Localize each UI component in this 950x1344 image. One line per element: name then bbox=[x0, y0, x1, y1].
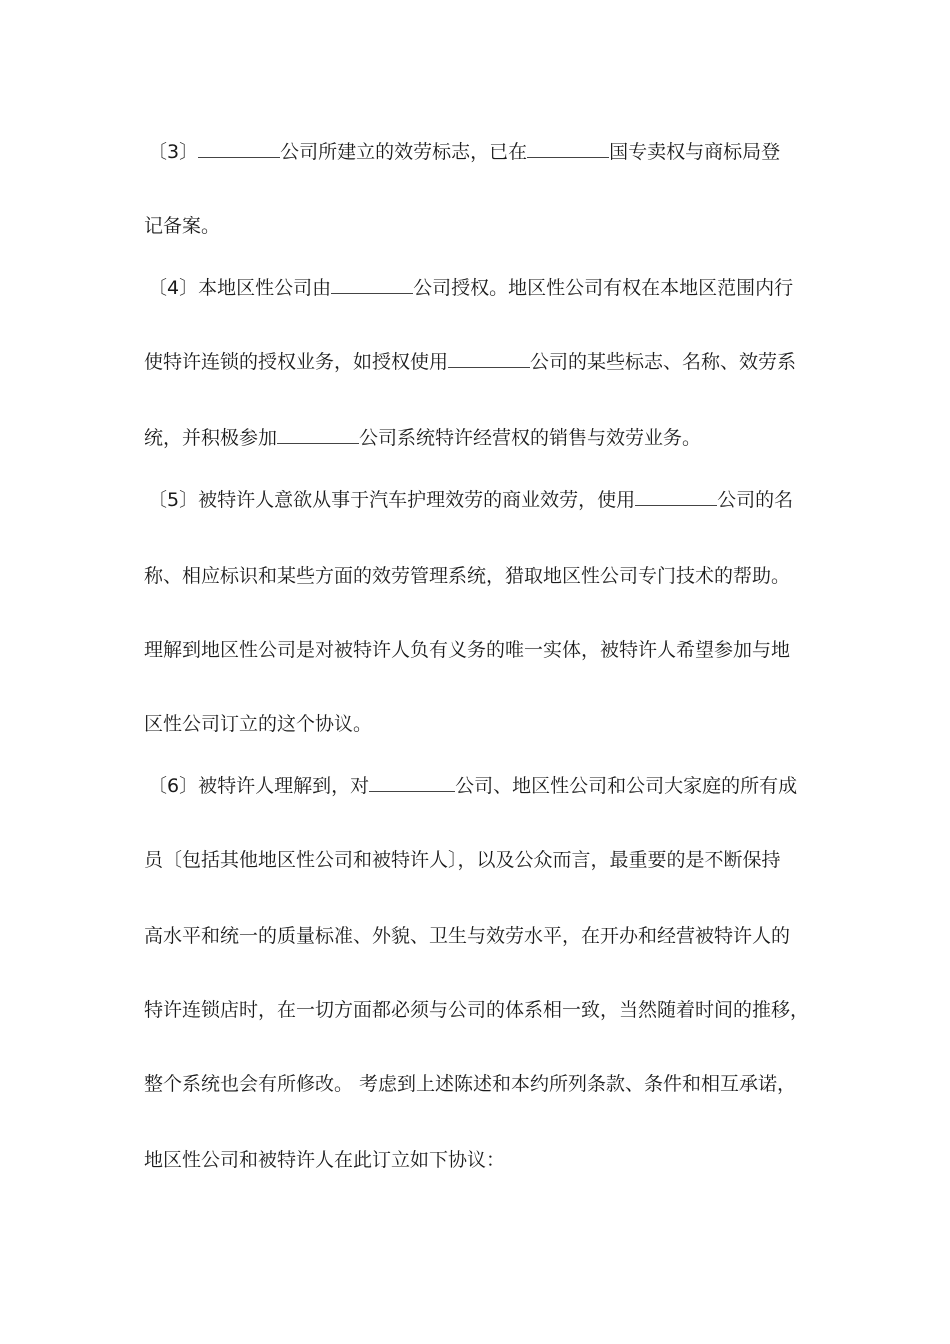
paragraph-5-line-3: 理解到地区性公司是对被特许人负有义务的唯一实体，被特许人希望参加与地 bbox=[144, 639, 791, 661]
clause-text: 公司的名 bbox=[717, 489, 794, 511]
paragraph-6-line-5: 整个系统也会有所修改。 考虑到上述陈述和本约所列条款、条件和相互承诺， bbox=[144, 1073, 797, 1095]
clause-text: 使特许连锁的授权业务，如授权使用 bbox=[144, 351, 449, 373]
fill-in-blank[interactable] bbox=[527, 139, 609, 158]
paragraph-3-line-1 bbox=[148, 138, 780, 166]
paragraph-3-line-2: 记备案。 bbox=[144, 215, 221, 237]
clause-text: 公司所建立的效劳标志，已在 bbox=[280, 141, 528, 163]
paragraph-5-line-4: 区性公司订立的这个协议。 bbox=[144, 713, 373, 735]
paragraph-5-line-2: 称、相应标识和某些方面的效劳管理系统，猎取地区性公司专门技术的帮助。 bbox=[144, 565, 791, 587]
paragraph-6-line-1 bbox=[148, 772, 797, 800]
fill-in-blank[interactable] bbox=[448, 349, 530, 368]
paragraph-4-line-1 bbox=[148, 274, 793, 302]
clause-text: 公司授权。地区性公司有权在本地区范围内行 bbox=[413, 277, 794, 299]
fill-in-blank[interactable] bbox=[277, 425, 359, 444]
fill-in-blank[interactable] bbox=[369, 773, 455, 792]
fill-in-blank[interactable] bbox=[635, 487, 717, 506]
clause-text: 〔4〕本地区性公司由 bbox=[148, 277, 332, 299]
clause-text: 公司的某些标志、名称、效劳系 bbox=[530, 351, 797, 373]
fill-in-blank[interactable] bbox=[331, 275, 413, 294]
paragraph-6-line-2: 员〔包括其他地区性公司和被特许人〕，以及公众而言，最重要的是不断保持 bbox=[144, 849, 781, 871]
paragraph-6-line-3: 高水平和统一的质量标准、外貌、卫生与效劳水平，在开办和经营被特许人的 bbox=[144, 925, 791, 947]
paragraph-6-line-4: 特许连锁店时，在一切方面都必须与公司的体系相一致，当然随着时间的推移， bbox=[144, 999, 810, 1021]
paragraph-4-line-3 bbox=[144, 424, 701, 452]
paragraph-6-line-6: 地区性公司和被特许人在此订立如下协议： bbox=[144, 1149, 506, 1171]
clause-text: 〔5〕被特许人意欲从事于汽车护理效劳的商业效劳，使用 bbox=[148, 489, 636, 511]
clause-text: 〔3〕 bbox=[148, 141, 199, 163]
fill-in-blank[interactable] bbox=[198, 139, 280, 158]
clause-text: 公司、地区性公司和公司大家庭的所有成 bbox=[455, 775, 798, 797]
paragraph-5-line-1 bbox=[148, 486, 793, 514]
paragraph-4-line-2 bbox=[144, 348, 796, 376]
clause-text: 〔6〕被特许人理解到，对 bbox=[148, 775, 370, 797]
clause-text: 公司系统特许经营权的销售与效劳业务。 bbox=[359, 427, 702, 449]
clause-text: 统，并积极参加 bbox=[144, 427, 278, 449]
clause-text: 国专卖权与商标局登 bbox=[609, 141, 781, 163]
